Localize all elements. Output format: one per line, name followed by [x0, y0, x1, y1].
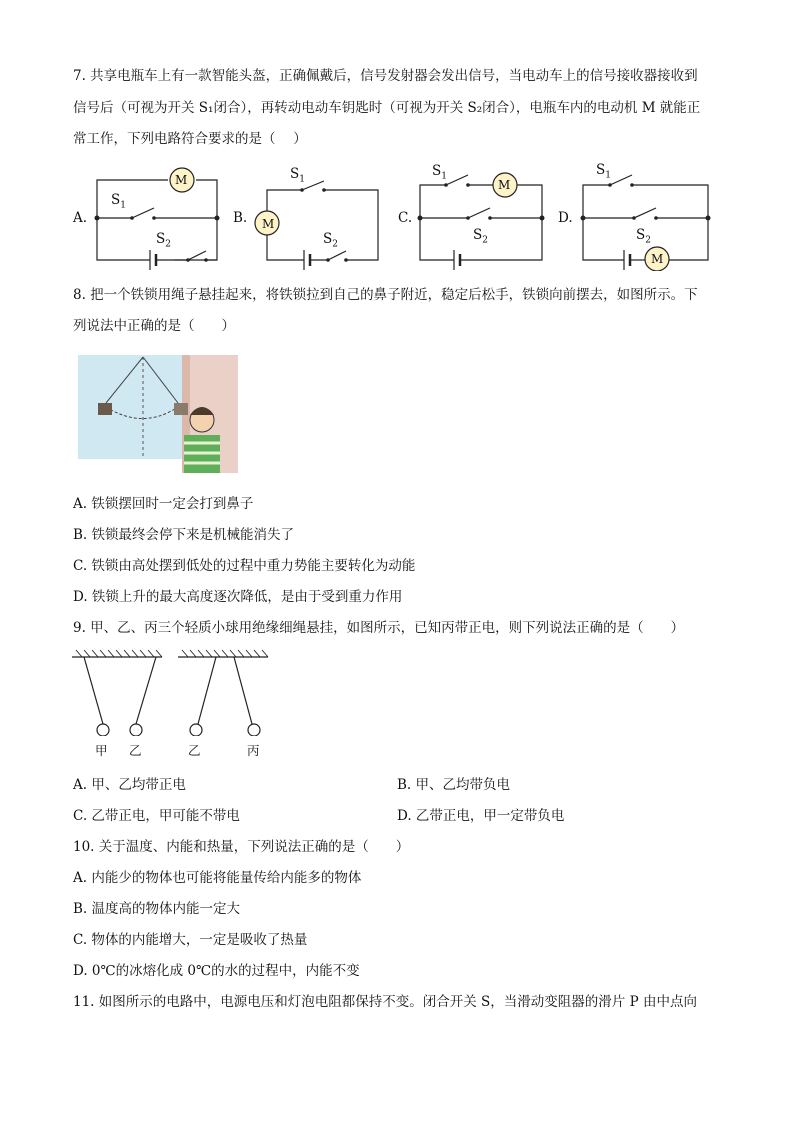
s1-label-a: $S_1$ — [111, 192, 126, 211]
q10-stem-line-1: 10. 关于温度、内能和热量，下列说法正确的是（ ） — [73, 839, 410, 855]
circuit-a-figure — [70, 163, 230, 271]
s2-label-c: $S_2$ — [473, 227, 488, 246]
q8-option-b[interactable]: B. 铁锁最终会停下来是机械能消失了 — [73, 527, 295, 543]
ball-label-jia: 甲 — [95, 743, 108, 758]
lock-right — [174, 403, 188, 415]
q7-stem-line-3: 常工作，下列电路符合要求的是（ ） — [73, 131, 307, 147]
s2-label-b: $S_2$ — [323, 231, 338, 250]
circuit-b-figure — [230, 163, 390, 271]
s1-label-b: $S_1$ — [290, 166, 305, 185]
switch-s2-a — [188, 251, 206, 260]
q9-option-c[interactable]: C. 乙带正电，甲可能不带电 — [73, 808, 240, 824]
lock-left — [98, 403, 112, 415]
q9-option-a[interactable]: A. 甲、乙均带正电 — [73, 777, 186, 793]
ball-bing — [248, 724, 260, 736]
q10-option-a[interactable]: A. 内能少的物体也可能将能量传给内能多的物体 — [73, 870, 362, 886]
circuit-a-wire — [97, 180, 168, 218]
q8-option-d[interactable]: D. 铁锁上升的最大高度逐次降低，是由于受到重力作用 — [73, 589, 403, 605]
charged-balls-figure — [70, 648, 270, 736]
s2-label-d: $S_2$ — [636, 227, 651, 246]
ball-label-yi-2: 乙 — [188, 743, 201, 758]
q9-option-b[interactable]: B. 甲、乙均带负电 — [397, 777, 511, 793]
q7-stem-line-1: 7. 共享电瓶车上有一款智能头盔，正确佩戴后，信号发射器会发出信号，当电动车上的信号接收器接收到 — [73, 68, 698, 84]
q9-stem-line-1: 9. 甲、乙、丙三个轻质小球用绝缘细绳悬挂，如图所示，已知丙带正电，则下列说法正确的是（ ） — [73, 620, 685, 636]
q8-option-a[interactable]: A. 铁锁摆回时一定会打到鼻子 — [73, 496, 254, 512]
s2-label-a: $S_2$ — [156, 231, 171, 250]
q7-stem-line-2: 信号后（可视为开关 S₁闭合），再转动电动车钥匙时（可视为开关 S₂闭合），电瓶车内的电动机 M 就能正 — [73, 100, 701, 116]
q10-option-c[interactable]: C. 物体的内能增大，一定是吸收了热量 — [73, 932, 308, 948]
q11-stem-line-1: 11. 如图所示的电路中，电源电压和灯泡电阻都保持不变。闭合开关 S，当滑动变阻器的滑片 P 由中点向 — [73, 994, 697, 1010]
s1-label-d: $S_1$ — [596, 162, 611, 181]
switch-s1-a — [132, 208, 154, 218]
q8-stem-line-2: 列说法中正确的是（ ） — [73, 318, 235, 334]
q8-stem-line-1: 8. 把一个铁锁用绳子悬挂起来，将铁锁拉到自己的鼻子附近，稳定后松手，铁锁向前摆去，如图所示。下 — [73, 287, 698, 303]
ball-yi-2 — [190, 724, 202, 736]
circuit-d-figure — [560, 163, 720, 271]
motor-label-d: M — [651, 252, 664, 266]
circuit-c-figure — [400, 163, 550, 271]
circuit-b-label: B. — [233, 210, 248, 226]
ball-label-yi: 乙 — [129, 743, 142, 758]
circuit-c-label: C. — [398, 210, 413, 226]
pendulum-illustration — [78, 355, 238, 473]
motor-label-b: M — [262, 217, 275, 231]
q8-option-c[interactable]: C. 铁锁由高处摆到低处的过程中重力势能主要转化为动能 — [73, 558, 416, 574]
circuit-a-label: A. — [73, 210, 88, 226]
ball-jia — [97, 724, 109, 736]
ball-label-bing: 丙 — [247, 743, 260, 758]
ball-yi-1 — [130, 724, 142, 736]
q10-option-d[interactable]: D. 0℃的冰熔化成 0℃的水的过程中，内能不变 — [73, 963, 360, 979]
q10-option-b[interactable]: B. 温度高的物体内能一定大 — [73, 901, 241, 917]
q9-option-d[interactable]: D. 乙带正电，甲一定带负电 — [397, 808, 565, 824]
s1-label-c: $S_1$ — [432, 163, 447, 182]
motor-label-a: M — [175, 173, 188, 187]
circuit-d-label: D. — [558, 210, 573, 226]
motor-label-c: M — [498, 178, 511, 192]
